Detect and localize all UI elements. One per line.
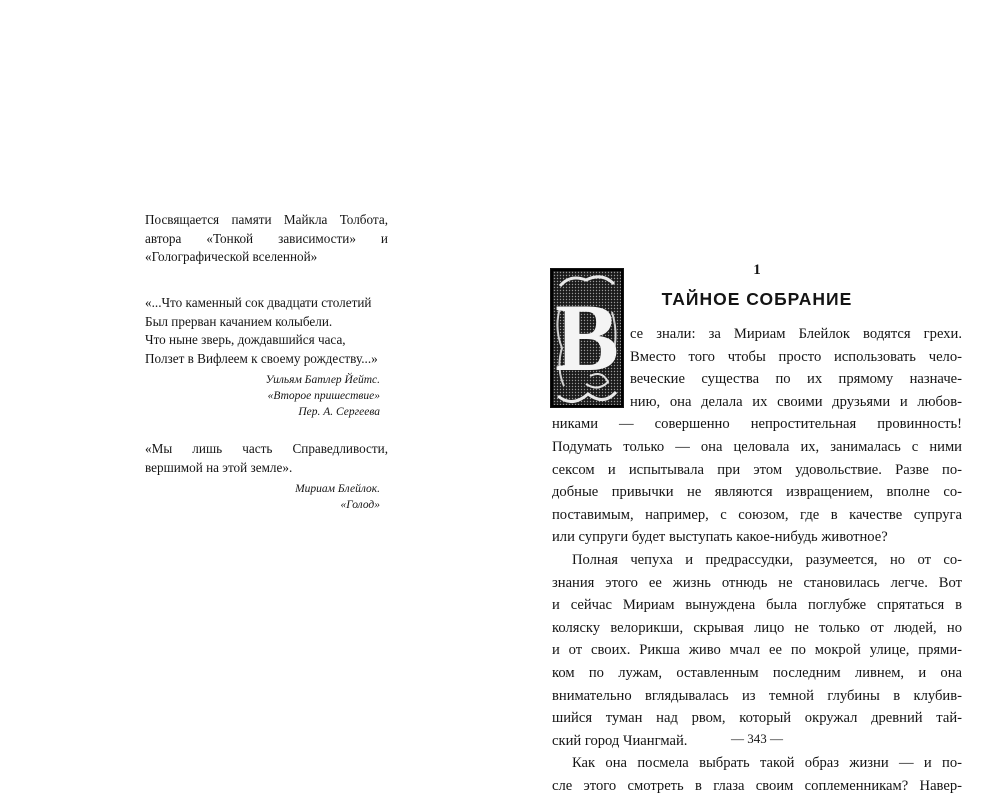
dedication: Посвящается памяти Майкла Толбота, автора «Тонкой зависимости» и «Голографической вселенной»	[145, 212, 388, 264]
text-line: ком по лужам, оставленным последним ливнем, и она	[552, 664, 962, 681]
drop-cap-letter: В	[554, 284, 620, 391]
text-line: шийся туман над рвом, который окружал древний тай-	[552, 710, 962, 727]
attribution-author: Уильям Батлер Йейтс.	[265, 374, 380, 386]
text-line: и от своих. Рикша живо мчал ее по мокрой улице, прями-	[552, 642, 962, 659]
epigraph-line: Был прерван качанием колыбели.	[145, 313, 333, 329]
text-line: поставимым, например, с союзом, где в качестве супруга	[552, 506, 962, 523]
attribution-author: Мириам Блейлок.	[295, 483, 380, 495]
epigraph-blaylock	[145, 440, 388, 513]
text-line: нию, она делала их своими друзьями и любов-	[630, 393, 962, 410]
text-line: сле этого смотреть в глаза своим соплеменникам? Навер-	[552, 777, 962, 794]
epigraph-text: «Мы лишь часть Справедливости, вершимой на этой земле».	[145, 441, 388, 475]
epigraph-attribution	[145, 372, 388, 420]
chapter-number: 1	[753, 262, 761, 278]
epigraph-attribution	[145, 481, 388, 513]
epigraph-yeats	[145, 294, 388, 420]
text-line: веческие существа по их прямому назначе-	[630, 371, 962, 388]
text-line: знания этого ее жизнь отнюдь не становилась легче. Вот	[552, 574, 962, 591]
attribution-work: «Второе пришествие»	[267, 390, 380, 402]
text-line: Как она посмела выбрать такой образ жизни — и по-	[572, 755, 962, 772]
text-line: и сейчас Мириам вынуждена была поглубже спрятаться в	[552, 597, 962, 614]
text-line: добные привычки не являются извращением, вполне со-	[552, 484, 962, 501]
text-line: се знали: за Мириам Блейлок водятся грехи.	[630, 326, 962, 342]
attribution-translator: Пер. А. Сергеева	[298, 406, 380, 418]
epigraph-line: Что ныне зверь, дождавшийся часа,	[145, 332, 346, 347]
text-line: коляску велорикши, скрывая лицо не только от людей, но	[552, 619, 962, 636]
text-line: Подумать только — она целовала их, занималась с ними	[552, 438, 962, 455]
epigraph-line: «...Что каменный сок двадцати столетий	[145, 295, 372, 310]
page-number: — 343 —	[731, 731, 783, 746]
text-line: внимательно вглядывалась из темной глубины в клубив-	[552, 687, 962, 704]
text-line: Полная чепуха и предрассудки, разумеется, но от со-	[572, 551, 962, 568]
chapter-title: ТАЙНОЕ СОБРАНИЕ	[661, 289, 853, 309]
text-line: никами — совершенно непростительная провинность!	[552, 416, 962, 433]
text-line: ский город Чиангмай.	[552, 732, 688, 749]
text-line: Вместо того чтобы просто использовать чело-	[630, 348, 962, 365]
text-line: или супруги будет выступать какое-нибудь животное?	[552, 529, 888, 546]
epigraph-line: Ползет в Вифлеем к своему рождеству...»	[145, 350, 378, 366]
chapter-body	[552, 323, 962, 797]
attribution-work: «Голод»	[340, 499, 380, 511]
text-line: сексом и испытывала при этом удовольствие. Разве по-	[552, 461, 962, 478]
